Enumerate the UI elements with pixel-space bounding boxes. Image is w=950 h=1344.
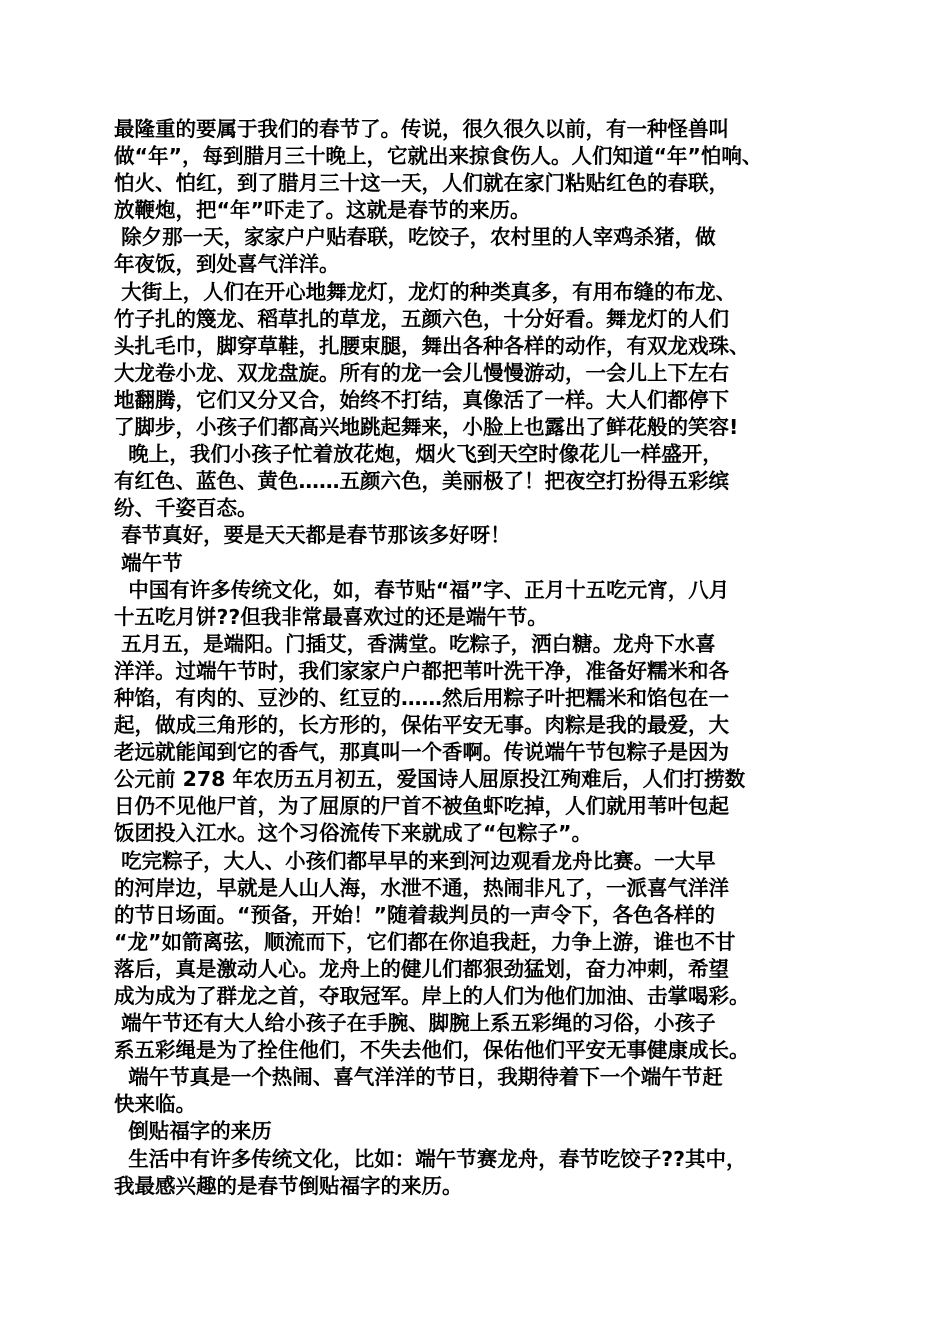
text-line: 晚上，我们小孩子忙着放花炮，烟火飞到天空时像花儿一样盛开， (114, 442, 723, 467)
text-line: 十五吃月饼??但我非常最喜欢过的还是端午节。 (114, 604, 548, 629)
text-line: 公元前 278 年农历五月初五，爱国诗人屈原投江殉难后，人们打捞数 (114, 767, 746, 792)
text-line: 地翻腾，它们又分又合，始终不打结，真像活了一样。大人们都停下 (114, 387, 729, 412)
paragraph (114, 224, 844, 278)
text-line: 生活中有许多传统文化，比如：端午节赛龙舟，春节吃饺子??其中， (114, 1146, 747, 1171)
text-line: 饭团投入江水。这个习俗流传下来就成了“包粽子”。 (114, 821, 592, 846)
text-line: 端午节还有大人给小孩子在手腕、脚腕上系五彩绳的习俗，小孩子 (114, 1011, 716, 1036)
paragraph (114, 631, 844, 848)
text-line: 的河岸边，早就是人山人海，水泄不通，热闹非凡了，一派喜气洋洋 (114, 875, 729, 900)
text-line: 做“年”，每到腊月三十晚上，它就出来掠食伤人。人们知道“年”怕响、 (114, 144, 763, 169)
text-line: 大龙卷小龙、双龙盘旋。所有的龙一会儿慢慢游动，一会儿上下左右 (114, 360, 729, 385)
paragraph (114, 522, 844, 549)
text-line: 日仍不见他尸首，为了屈原的尸首不被鱼虾吃掉，人们就用苇叶包起 (114, 794, 729, 819)
text-line: 春节真好，要是天天都是春节那该多好呀！ (114, 523, 511, 548)
text-line: 端午节 (114, 550, 183, 575)
text-line: 最隆重的要属于我们的春节了。传说，很久很久以前，有一种怪兽叫 (114, 117, 729, 141)
text-line: 头扎毛巾，脚穿草鞋，扎腰束腿，舞出各种各样的动作，有双龙戏珠、 (114, 333, 750, 358)
section-heading (114, 550, 844, 577)
paragraph (114, 1146, 844, 1200)
text-line: 五月五，是端阳。门插艾，香满堂。吃粽子，洒白糖。龙舟下水喜 (114, 631, 716, 656)
text-line: 成为成为了群龙之首，夺取冠军。岸上的人们为他们加油、击掌喝彩。 (114, 984, 750, 1008)
text-line: 的节日场面。“预备，开始！”随着裁判员的一声令下，各色各样的 (114, 902, 715, 927)
paragraph (114, 848, 844, 1011)
text-line: “龙”如箭离弦，顺流而下，它们都在你追我赶，力争上游，谁也不甘 (114, 929, 736, 954)
paragraph (114, 441, 844, 522)
text-line: 大街上，人们在开心地舞龙灯，龙灯的种类真多，有用布缝的布龙、 (114, 279, 737, 304)
paragraph (114, 1064, 844, 1118)
text-line: 快来临。 (114, 1092, 196, 1117)
paragraph (114, 1010, 844, 1064)
paragraph (114, 279, 844, 442)
text-line: 起，做成三角形的，长方形的，保佑平安无事。肉粽是我的最爱，大 (114, 713, 729, 738)
text-line: 竹子扎的篾龙、稻草扎的草龙，五颜六色，十分好看。舞龙灯的人们 (114, 306, 729, 331)
text-line: 放鞭炮，把“年”吓走了。这就是春节的来历。 (114, 198, 531, 223)
text-line: 端午节真是一个热闹、喜气洋洋的节日，我期待着下一个端午节赶 (114, 1065, 723, 1090)
text-line: 老远就能闻到它的香气，那真叫一个香啊。传说端午节包粽子是因为 (114, 740, 729, 765)
text-line: 除夕那一天，家家户户贴春联，吃饺子，农村里的人宰鸡杀猪，做 (114, 225, 716, 250)
text-line: 落后，真是激动人心。龙舟上的健儿们都狠劲猛划，奋力冲刺，希望 (114, 956, 729, 981)
text-line: 年夜饭，到处喜气洋洋。 (114, 252, 340, 277)
text-line: 洋洋。过端午节时，我们家家户户都把苇叶洗干净，准备好糯米和各 (114, 658, 729, 683)
document-body (114, 116, 844, 1200)
text-line: 我最感兴趣的是春节倒贴福字的来历。 (114, 1173, 463, 1198)
paragraph (114, 116, 844, 224)
text-line: 种馅，有肉的、豆沙的、红豆的……然后用粽子叶把糯米和馅包在一 (114, 685, 729, 710)
text-line: 了脚步，小孩子们都高兴地跳起舞来，小脸上也露出了鲜花般的笑容! (114, 415, 739, 440)
text-line: 中国有许多传统文化，如，春节贴“福”字、正月十五吃元宵，八月 (114, 577, 730, 602)
section-heading (114, 1118, 844, 1145)
text-line: 怕火、怕红，到了腊月三十这一天，人们就在家门粘贴红色的春联， (114, 171, 729, 196)
text-line: 倒贴福字的来历 (114, 1119, 272, 1144)
paragraph (114, 577, 844, 631)
text-line: 吃完粽子，大人、小孩们都早早的来到河边观看龙舟比赛。一大早 (114, 848, 716, 873)
text-line: 有红色、蓝色、黄色……五颜六色，美丽极了！把夜空打扮得五彩缤 (114, 469, 729, 494)
text-line: 系五彩绳是为了拴住他们，不失去他们，保佑他们平安无事健康成长。 (114, 1038, 750, 1063)
text-line: 纷、千姿百态。 (114, 496, 258, 521)
